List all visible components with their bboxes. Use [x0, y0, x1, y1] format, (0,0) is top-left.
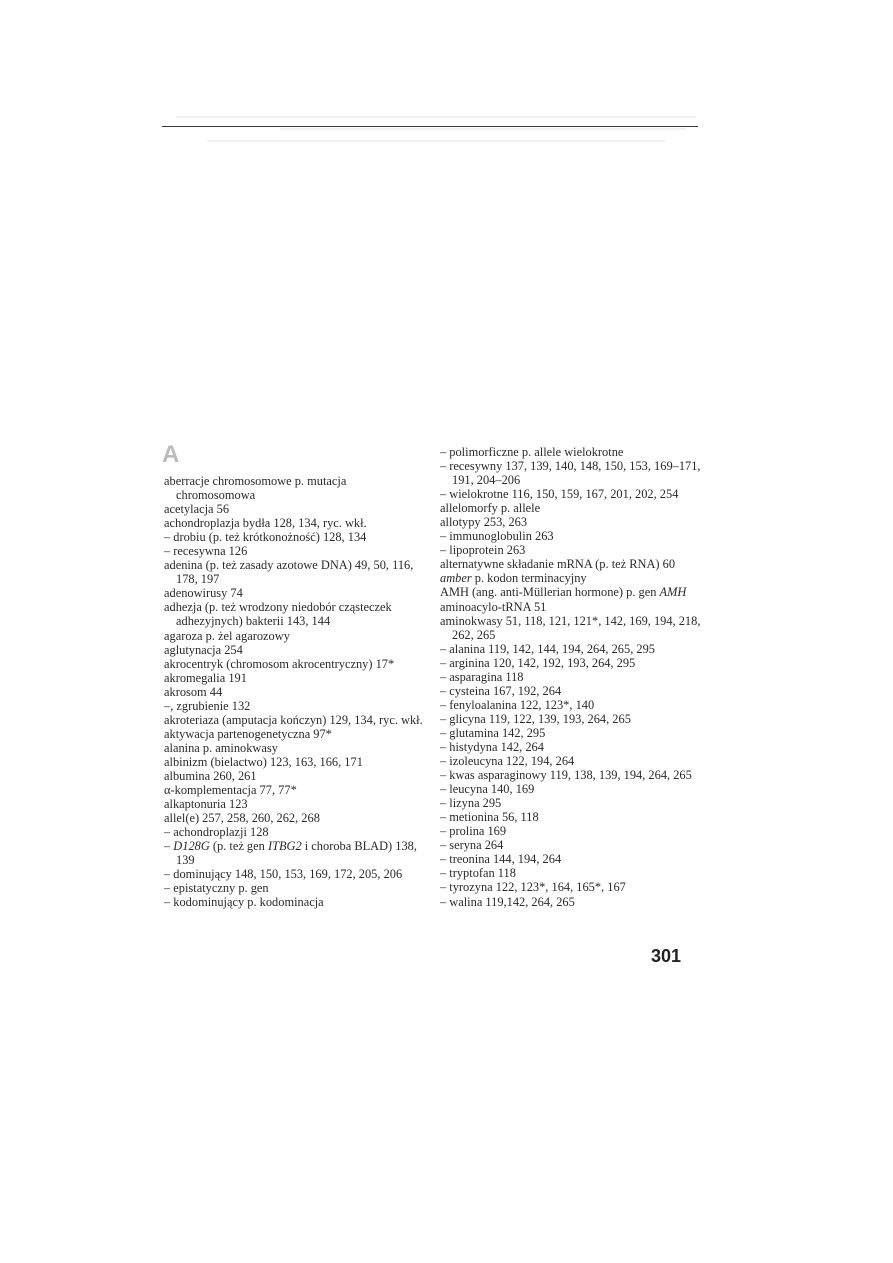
index-entry: – tyrozyna 122, 123*, 164, 165*, 167 — [440, 880, 626, 895]
index-entry: – kodominujący p. kodominacja — [164, 895, 324, 910]
index-entry: achondroplazja bydła 128, 134, ryc. wkł. — [164, 516, 367, 531]
index-entry: – tryptofan 118 — [440, 866, 516, 881]
index-entry: – glicyna 119, 122, 139, 193, 264, 265 — [440, 711, 631, 726]
index-entry: agaroza p. żel agarozowy — [164, 628, 290, 643]
section-letter: A — [162, 441, 180, 468]
index-entry: – prolina 169 — [440, 824, 507, 839]
index-entry: – lipoprotein 263 — [440, 543, 526, 558]
index-entry: – drobiu (p. też krótkonożność) 128, 134 — [164, 530, 367, 545]
index-entry: – dominujący 148, 150, 153, 169, 172, 205, 206 — [164, 867, 403, 882]
index-entry: – fenyloalanina 122, 123*, 140 — [440, 697, 595, 712]
index-entry: – asparagina 118 — [440, 669, 524, 684]
index-entry: – treonina 144, 194, 264 — [440, 852, 562, 867]
index-entry: AMH (ang. anti-Müllerian hormone) p. gen AMH — [440, 585, 687, 600]
index-entry: allotypy 253, 263 — [440, 515, 528, 530]
index-column-right — [440, 445, 702, 909]
index-entry: – arginina 120, 142, 192, 193, 264, 295 — [440, 655, 636, 670]
index-entry: – epistatyczny p. gen — [164, 881, 269, 896]
index-entry: – kwas asparaginowy 119, 138, 139, 194, 264, 265 — [440, 768, 692, 783]
index-entry: albumina 260, 261 — [164, 768, 257, 783]
index-entry: – recesywny 137, 139, 140, 148, 150, 153, 169–171, 191, 204–206 — [440, 459, 701, 488]
index-entry: akrocentryk (chromosom akrocentryczny) 17* — [164, 656, 395, 671]
index-entry: akrosom 44 — [164, 684, 223, 699]
index-entry: – walina 119,142, 264, 265 — [440, 894, 575, 909]
index-entry: – wielokrotne 116, 150, 159, 167, 201, 202, 254 — [440, 487, 679, 502]
index-entry: acetylacja 56 — [164, 502, 230, 517]
index-entry: adhezja (p. też wrodzony niedobór cząsteczek adhezyjnych) bakterii 143, 144 — [164, 600, 392, 629]
index-entry: – polimorficzne p. allele wielokrotne — [440, 445, 624, 459]
index-entry: – recesywna 126 — [164, 544, 248, 559]
index-entry: – D128G (p. też gen ITBG2 i choroba BLAD) 138, 139 — [164, 839, 417, 868]
page-number: 301 — [651, 946, 682, 966]
index-entry: – immunoglobulin 263 — [440, 529, 554, 544]
index-entry: –, zgrubienie 132 — [164, 698, 251, 713]
index-entry: – alanina 119, 142, 144, 194, 264, 265, 295 — [440, 641, 655, 656]
index-entry: – achondroplazji 128 — [164, 825, 269, 840]
bleed-through-shadow — [176, 106, 696, 168]
index-entry: aminokwasy 51, 118, 121, 121*, 142, 169, 194, 218, 262, 265 — [440, 613, 701, 642]
index-entry: aminoacylo-tRNA 51 — [440, 599, 547, 614]
index-entry: – glutamina 142, 295 — [440, 725, 546, 740]
index-entry: – histydyna 142, 264 — [440, 739, 544, 754]
index-entry: aberracje chromosomowe p. mutacja chromosomowa — [164, 474, 347, 503]
index-entry: adenina (p. też zasady azotowe DNA) 49, 50, 116, 178, 197 — [164, 558, 414, 587]
index-entry: α-komplementacja 77, 77* — [164, 783, 297, 798]
index-entry: allel(e) 257, 258, 260, 262, 268 — [164, 811, 320, 826]
index-entry: akromegalia 191 — [164, 670, 247, 685]
index-entry: – leucyna 140, 169 — [440, 782, 535, 797]
index-entry: – cysteina 167, 192, 264 — [440, 683, 562, 698]
index-entry: alkaptonuria 123 — [164, 797, 248, 812]
index-entry: – metionina 56, 118 — [440, 810, 539, 825]
header-rule — [162, 126, 698, 127]
index-entry: amber p. kodon terminacyjny — [440, 571, 587, 586]
index-entry: albinizm (bielactwo) 123, 163, 166, 171 — [164, 754, 363, 769]
index-entry: akroteriaza (amputacja kończyn) 129, 134, ryc. wkł. — [164, 712, 423, 727]
index-entry: alternatywne składanie mRNA (p. też RNA) 60 — [440, 557, 676, 572]
index-entry: alanina p. aminokwasy — [164, 740, 278, 755]
index-entry: – lizyna 295 — [440, 796, 502, 811]
index-entry: – seryna 264 — [440, 838, 504, 853]
index-column-left — [164, 474, 426, 909]
index-entry: aktywacja partenogenetyczna 97* — [164, 726, 332, 741]
index-entry: – izoleucyna 122, 194, 264 — [440, 754, 575, 769]
index-entry: allelomorfy p. allele — [440, 501, 541, 516]
index-entry: adenowirusy 74 — [164, 586, 243, 601]
index-entry: aglutynacja 254 — [164, 642, 243, 657]
